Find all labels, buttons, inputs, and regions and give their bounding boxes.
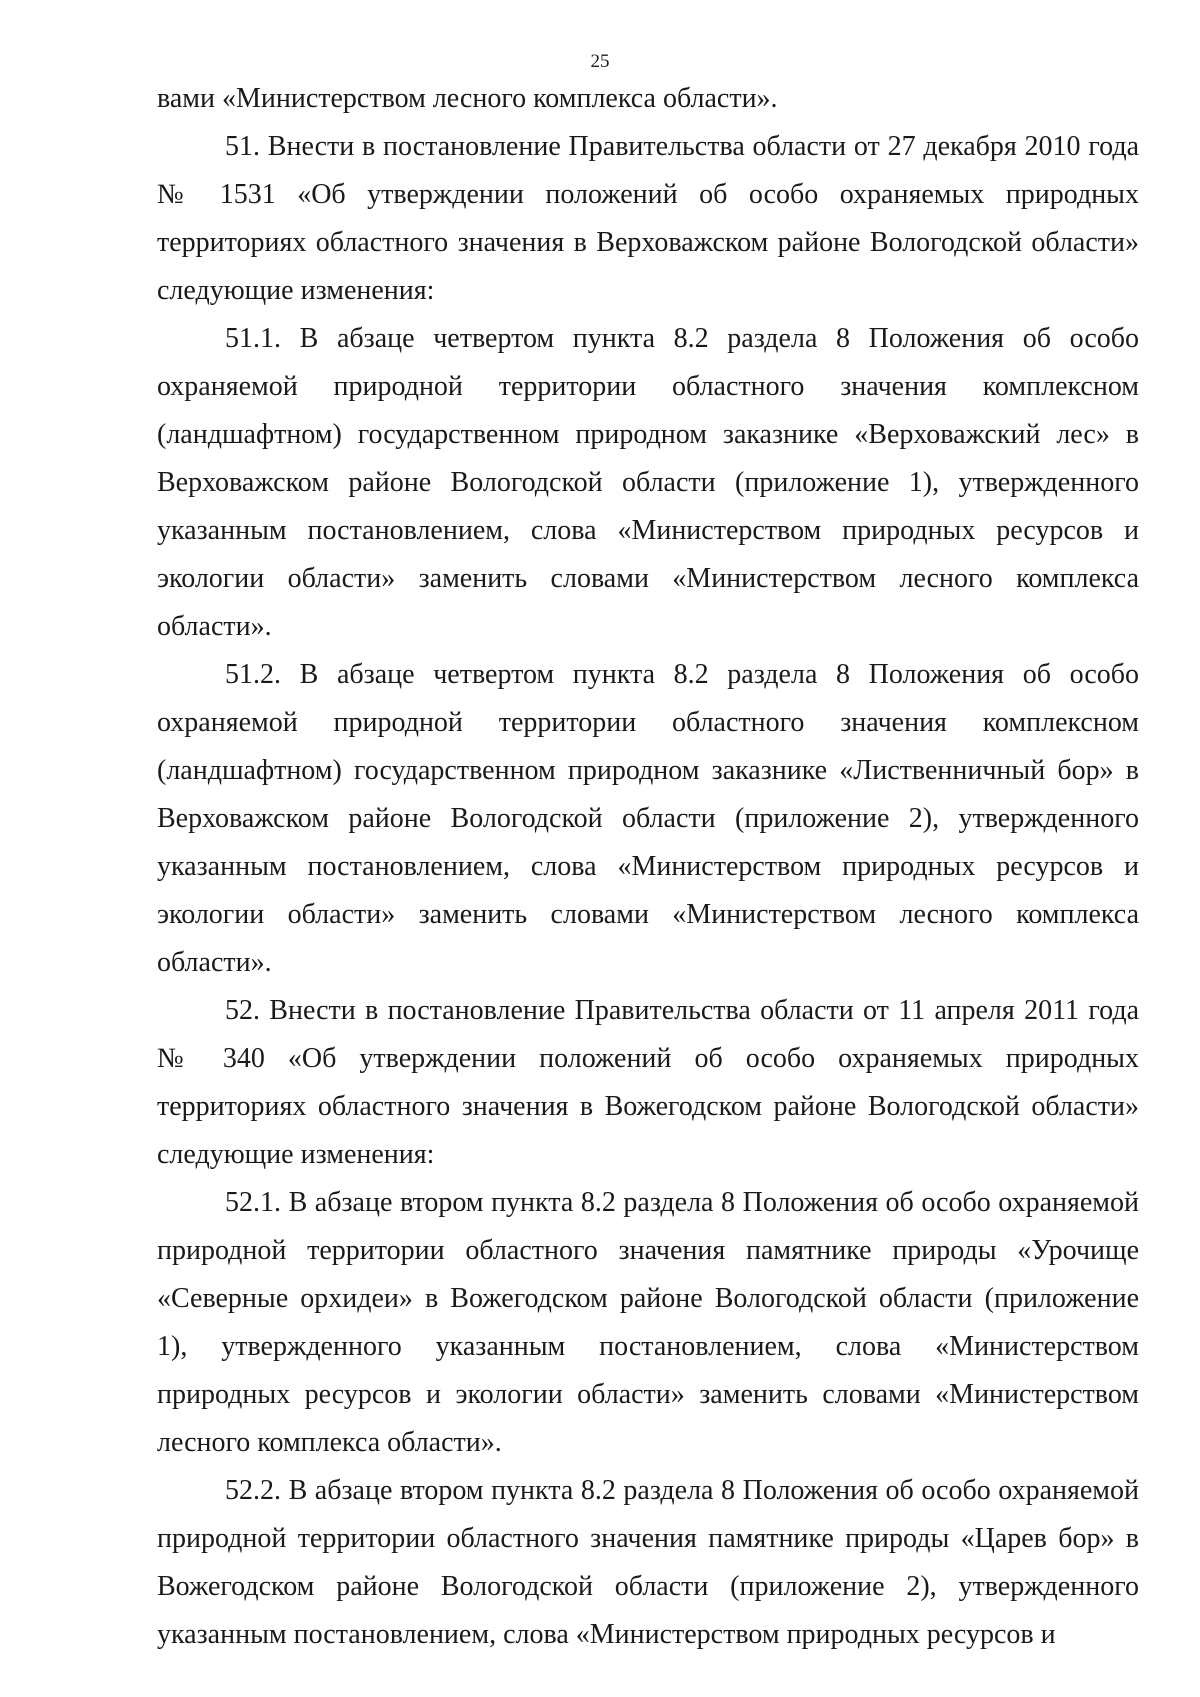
page-number: 25 [590, 51, 610, 72]
paragraph: 52.2. В абзаце втором пункта 8.2 раздела 8 Положения об особо охраняемой природной территории областного значения памятнике природы «Царев бор» в Вожегодском районе Вологодской области (приложение 2), утвержденного указанным постановлением, слова «Министерством природных ресурсов и [157, 1475, 1139, 1650]
paragraph: 52.1. В абзаце втором пункта 8.2 раздела 8 Положения об особо охраняемой природной территории областного значения памятнике природы «Урочище «Северные орхидеи» в Вожегодском районе Вологодской области (приложение 1), утвержденного указанным постановлением, слова «Министерством природных ресурсов и экологии области» заменить словами «Министерством лесного комплекса области». [157, 1187, 1139, 1458]
document-body [157, 75, 1139, 1659]
paragraph: 52. Внести в постановление Правительства области от 11 апреля 2011 года № 340 «Об утверждении положений об особо охраняемых природных территориях областного значения в Вожегодском районе Вологодской области» следующие изменения: [157, 995, 1139, 1170]
paragraph: вами «Министерством лесного комплекса области». [157, 83, 778, 114]
paragraph: 51. Внести в постановление Правительства области от 27 декабря 2010 года № 1531 «Об утверждении положений об особо охраняемых природных территориях областного значения в Верховажском районе Вологодской области» следующие изменения: [157, 131, 1139, 306]
paragraph: 51.2. В абзаце четвертом пункта 8.2 раздела 8 Положения об особо охраняемой природной территории областного значения комплексном (ландшафтном) государственном природном заказнике «Лиственничный бор» в Верховажском районе Вологодской области (приложение 2), утвержденного указанным постановлением, слова «Министерством природных ресурсов и экологии области» заменить словами «Министерством лесного комплекса области». [157, 659, 1139, 978]
paragraph: 51.1. В абзаце четвертом пункта 8.2 раздела 8 Положения об особо охраняемой природной территории областного значения комплексном (ландшафтном) государственном природном заказнике «Верховажский лес» в Верховажском районе Вологодской области (приложение 1), утвержденного указанным постановлением, слова «Министерством природных ресурсов и экологии области» заменить словами «Министерством лесного комплекса области». [157, 323, 1139, 642]
